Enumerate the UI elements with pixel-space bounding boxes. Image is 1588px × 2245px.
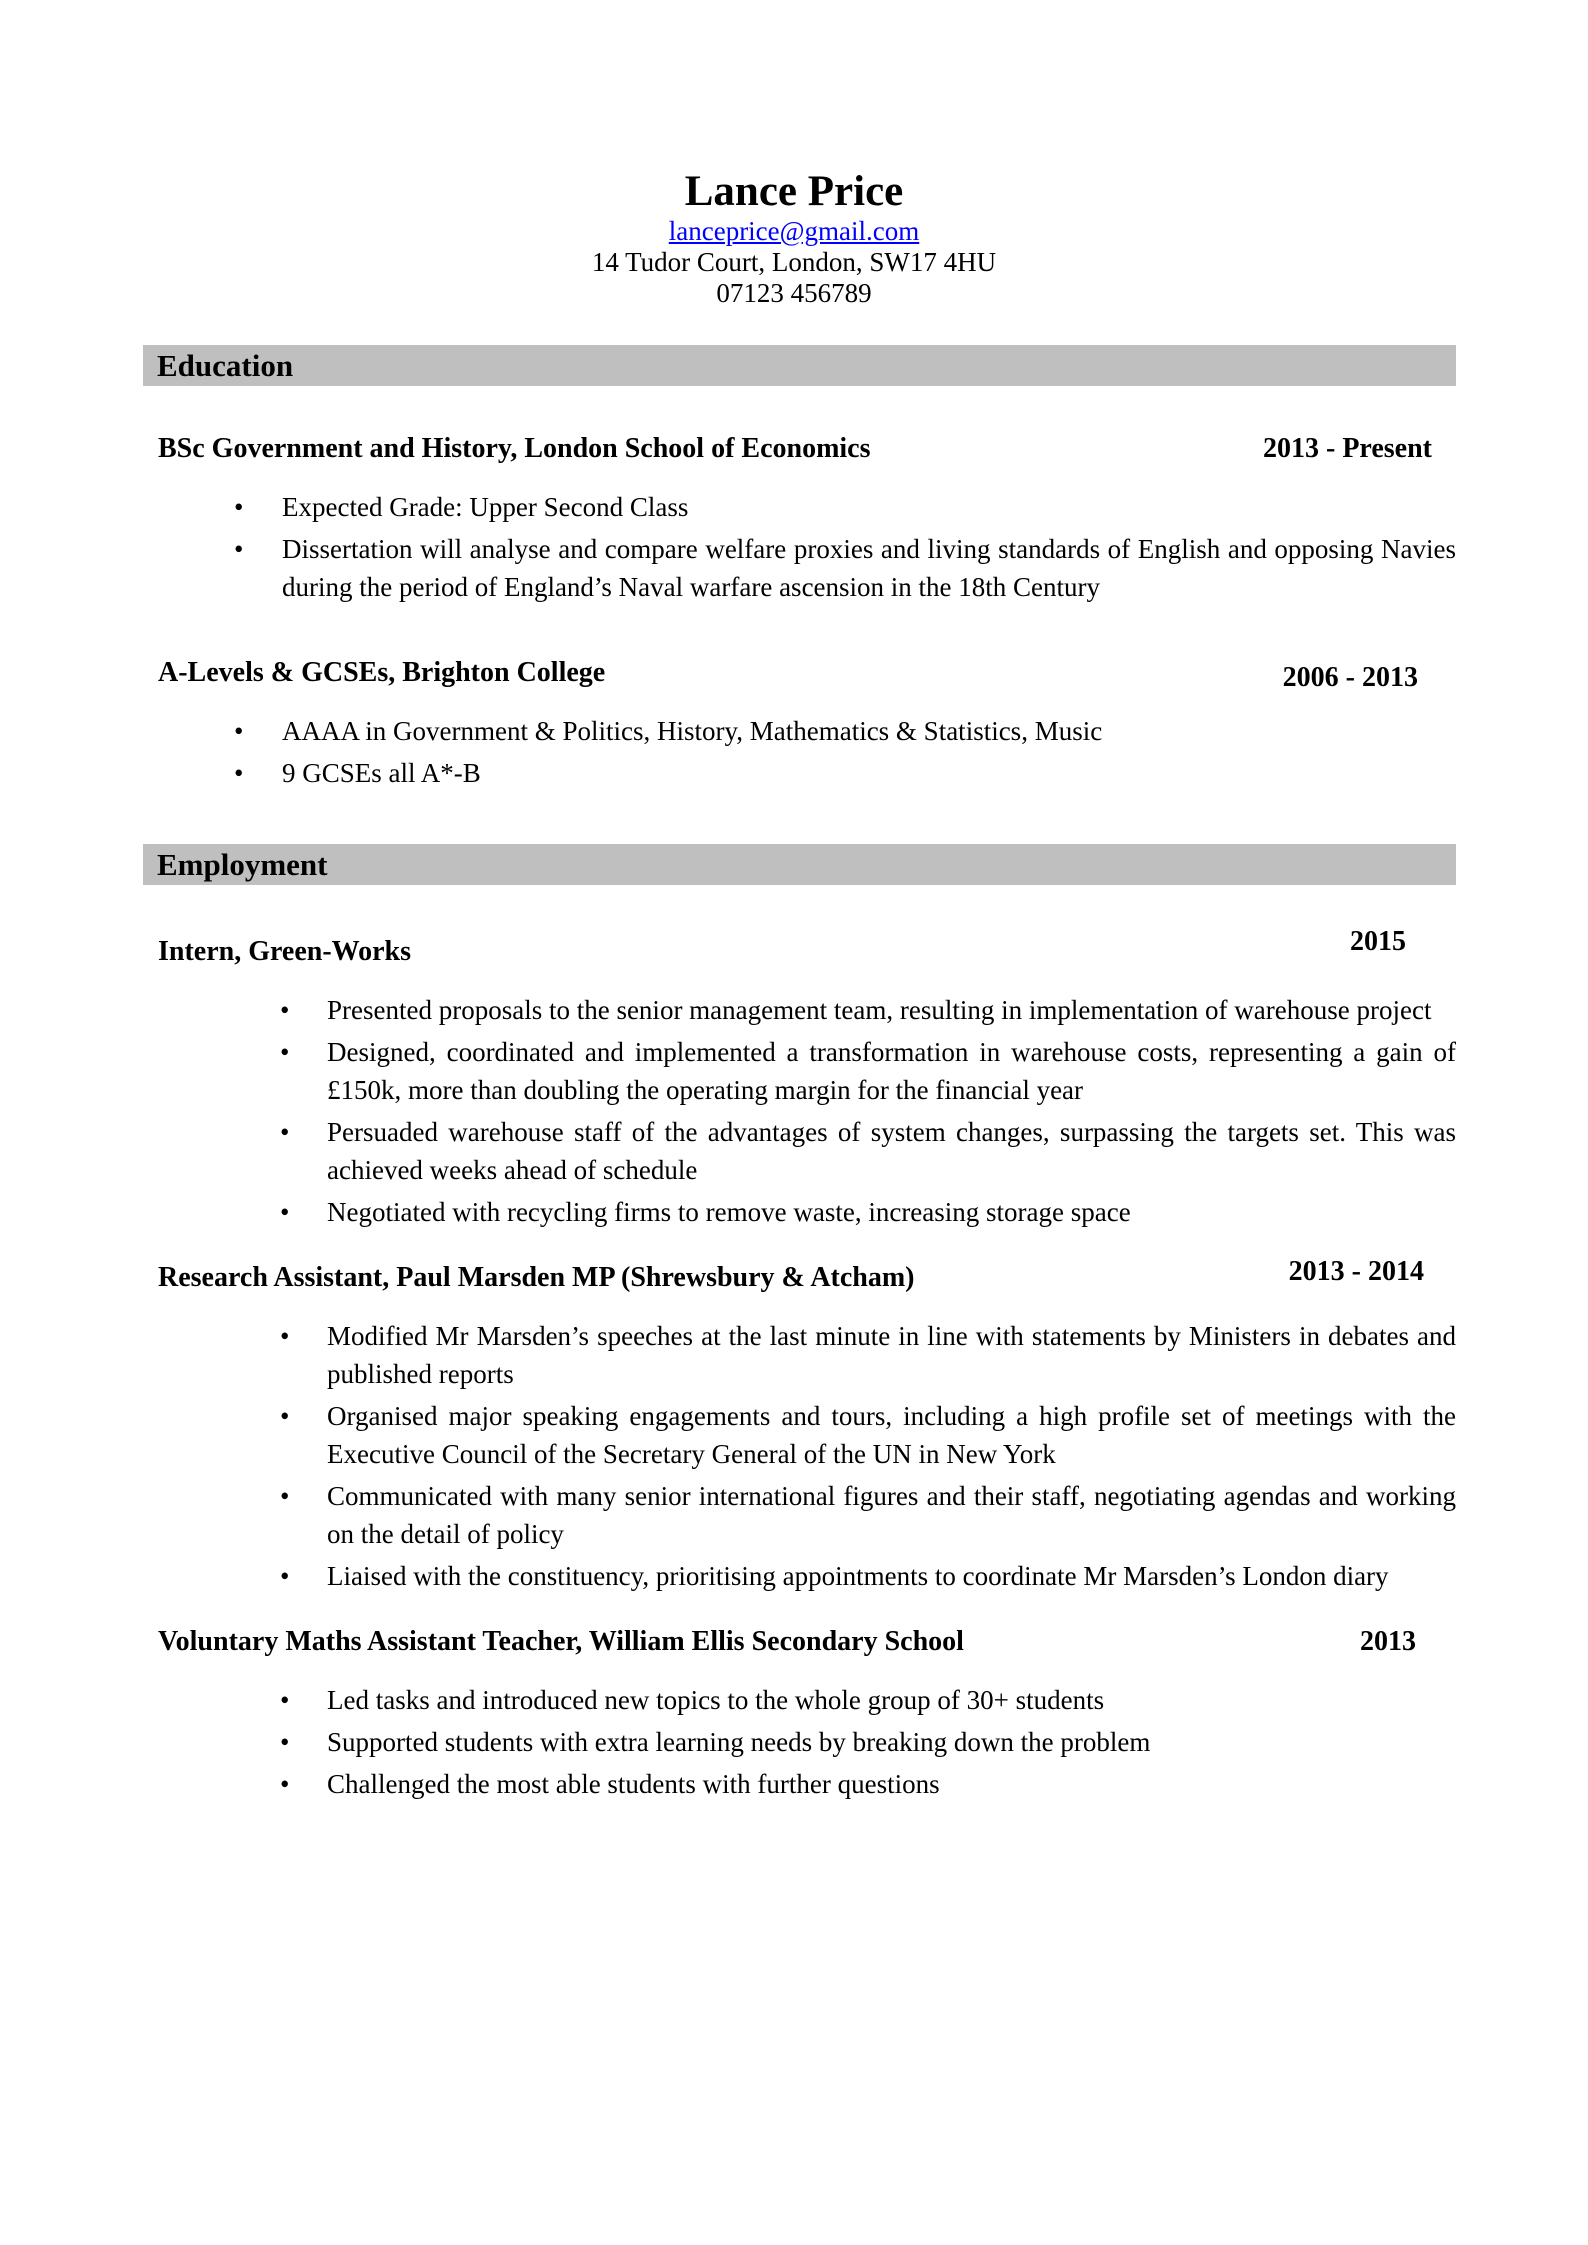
bullet-item: • Dissertation will analyse and compare welfare proxies and living standards of English and opposing Navies during the period of England’s Naval warfare ascension in the 18th Century <box>158 530 1456 606</box>
section-title: Education <box>157 348 294 383</box>
entry-date: 2015 <box>1350 926 1406 957</box>
entry-heading: A-Levels & GCSEs, Brighton College <box>158 657 606 688</box>
section-header-bar <box>143 844 1456 885</box>
resume-section <box>143 345 1456 792</box>
entry-bullet-list <box>158 488 1456 606</box>
entry-heading-row <box>158 432 1456 466</box>
resume-entry <box>143 926 1456 1231</box>
bullet-item: • Persuaded warehouse staff of the advantages of system changes, surpassing the targets set. This was achieved weeks ahead of schedule <box>158 1113 1456 1189</box>
entry-heading: BSc Government and History, London School of Economics <box>158 433 871 464</box>
bullet-item: • Designed, coordinated and implemented a transformation in warehouse costs, representing a gain of £150k, more than doubling the operating margin for the financial year <box>158 1033 1456 1109</box>
entry-heading-row <box>158 926 1456 969</box>
bullet-item: • Presented proposals to the senior management team, resulting in implementation of warehouse project <box>158 991 1456 1029</box>
bullet-item: • Organised major speaking engagements and tours, including a high profile set of meetings with the Executive Council of the Secretary General of the UN in New York <box>158 1397 1456 1473</box>
contact-address: 14 Tudor Court, London, SW17 4HU <box>591 247 997 277</box>
entry-heading-row <box>158 656 1456 693</box>
bullet-item: • Communicated with many senior international figures and their staff, negotiating agendas and working on the detail of policy <box>158 1477 1456 1553</box>
resume-entry <box>143 432 1456 606</box>
bullet-item: • Supported students with extra learning needs by breaking down the problem <box>158 1723 1456 1761</box>
section-header-bar <box>143 345 1456 386</box>
resume-entry <box>143 656 1456 792</box>
section-title: Employment <box>157 847 328 882</box>
contact-email-line <box>0 216 1588 247</box>
bullet-item: • Challenged the most able students with further questions <box>158 1765 1456 1803</box>
entry-date: 2006 - 2013 <box>1282 662 1418 693</box>
bullet-item: • Led tasks and introduced new topics to the whole group of 30+ students <box>158 1681 1456 1719</box>
entry-date: 2013 - Present <box>1263 433 1432 464</box>
bullet-item: • 9 GCSEs all A*-B <box>158 754 1456 792</box>
person-name: Lance Price <box>684 168 904 215</box>
email-link[interactable]: lanceprice@gmail.com <box>668 216 920 246</box>
contact-phone: 07123 456789 <box>716 278 872 308</box>
entry-heading: Research Assistant, Paul Marsden MP (Shrewsbury & Atcham) <box>158 1262 915 1293</box>
entry-date: 2013 <box>1360 1626 1416 1657</box>
entry-bullet-list <box>158 991 1456 1231</box>
entry-bullet-list <box>158 1317 1456 1595</box>
bullet-item: • AAAA in Government & Politics, History, Mathematics & Statistics, Music <box>158 712 1456 750</box>
resume-sections <box>0 345 1588 1803</box>
entry-bullet-list <box>158 1681 1456 1803</box>
entry-heading-row <box>158 1625 1456 1659</box>
bullet-item: • Modified Mr Marsden’s speeches at the last minute in line with statements by Ministers in debates and published reports <box>158 1317 1456 1393</box>
resume-entry <box>143 1256 1456 1595</box>
bullet-item: • Negotiated with recycling firms to remove waste, increasing storage space <box>158 1193 1456 1231</box>
resume-section <box>143 844 1456 1803</box>
entry-heading: Voluntary Maths Assistant Teacher, William Ellis Secondary School <box>158 1626 964 1657</box>
entry-heading-row <box>158 1256 1456 1295</box>
bullet-item: • Expected Grade: Upper Second Class <box>158 488 1456 526</box>
resume-entry <box>143 1625 1456 1803</box>
entry-bullet-list <box>158 712 1456 792</box>
entry-heading: Intern, Green-Works <box>158 936 412 967</box>
entry-date: 2013 - 2014 <box>1288 1256 1424 1287</box>
bullet-item: • Liaised with the constituency, prioritising appointments to coordinate Mr Marsden’s London diary <box>158 1557 1456 1595</box>
resume-header <box>0 0 1588 309</box>
